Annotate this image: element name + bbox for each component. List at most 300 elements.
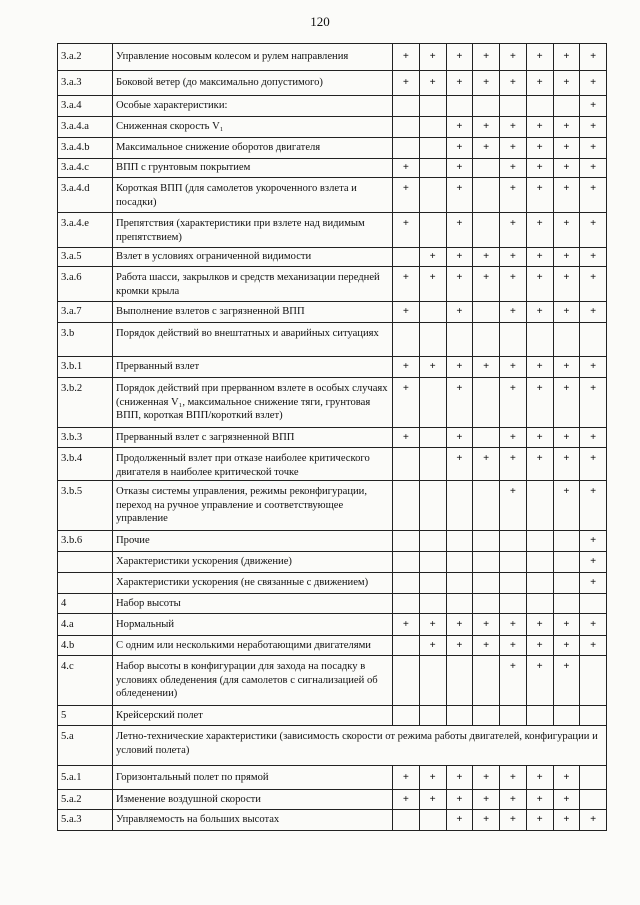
level-mark (526, 96, 553, 117)
row-code: 4.a (58, 614, 113, 636)
level-mark (419, 594, 446, 614)
level-mark: + (580, 44, 607, 71)
row-code: 4 (58, 594, 113, 614)
row-description: Крейсерский полет (113, 706, 393, 726)
level-mark: + (500, 614, 527, 636)
level-mark (473, 96, 500, 117)
row-description: Управление носовым колесом и рулем направления (113, 44, 393, 71)
level-mark: + (446, 357, 473, 378)
row-description: Препятствия (характеристики при взлете над видимым препятствием) (113, 213, 393, 248)
level-mark: + (446, 428, 473, 448)
row-description: Прерванный взлет с загрязненной ВПП (113, 428, 393, 448)
level-mark: + (580, 573, 607, 594)
level-mark (580, 323, 607, 357)
table-row (58, 71, 607, 96)
level-mark: + (446, 267, 473, 302)
table-row (58, 428, 607, 448)
level-mark: + (419, 614, 446, 636)
table-row (58, 96, 607, 117)
row-code: 3.b.1 (58, 357, 113, 378)
level-mark: + (446, 790, 473, 810)
level-mark: + (526, 117, 553, 138)
row-description: Работа шасси, закрылков и средств механизации передней кромки крыла (113, 267, 393, 302)
level-mark: + (553, 159, 580, 178)
level-mark (393, 117, 420, 138)
level-mark (473, 428, 500, 448)
level-mark (393, 594, 420, 614)
level-mark: + (500, 448, 527, 481)
level-mark: + (580, 448, 607, 481)
row-description: Характеристики ускорения (не связанные с движением) (113, 573, 393, 594)
level-mark: + (473, 357, 500, 378)
level-mark: + (553, 117, 580, 138)
level-mark: + (393, 213, 420, 248)
level-mark (526, 594, 553, 614)
row-code: 3.a.4.b (58, 138, 113, 159)
row-code: 3.a.4.c (58, 159, 113, 178)
level-mark: + (526, 138, 553, 159)
level-mark: + (446, 44, 473, 71)
level-mark: + (446, 117, 473, 138)
table-row (58, 357, 607, 378)
level-mark: + (526, 378, 553, 428)
level-mark (553, 594, 580, 614)
table-row (58, 573, 607, 594)
level-mark: + (500, 636, 527, 656)
level-mark: + (393, 267, 420, 302)
level-mark (446, 323, 473, 357)
row-code (58, 552, 113, 573)
level-mark: + (580, 138, 607, 159)
level-mark: + (526, 213, 553, 248)
level-mark: + (446, 378, 473, 428)
level-mark: + (500, 378, 527, 428)
row-description: Набор высоты (113, 594, 393, 614)
table-row (58, 594, 607, 614)
level-mark: + (553, 44, 580, 71)
table-row (58, 790, 607, 810)
level-mark: + (580, 96, 607, 117)
level-mark (393, 323, 420, 357)
level-mark (419, 378, 446, 428)
row-description: Управляемость на больших высотах (113, 810, 393, 831)
level-mark (553, 531, 580, 552)
level-mark: + (526, 790, 553, 810)
level-mark: + (473, 44, 500, 71)
level-mark: + (473, 448, 500, 481)
level-mark: + (473, 766, 500, 790)
row-code: 5.a (58, 726, 113, 766)
level-mark: + (393, 178, 420, 213)
table-row (58, 481, 607, 531)
level-mark (419, 96, 446, 117)
level-mark: + (419, 636, 446, 656)
level-mark: + (473, 614, 500, 636)
level-mark: + (419, 71, 446, 96)
table-row (58, 178, 607, 213)
level-mark: + (500, 44, 527, 71)
level-mark: + (393, 357, 420, 378)
level-mark: + (553, 766, 580, 790)
level-mark: + (580, 481, 607, 531)
level-mark (419, 552, 446, 573)
row-code: 3.a.4.e (58, 213, 113, 248)
table-row (58, 213, 607, 248)
row-description: Прерванный взлет (113, 357, 393, 378)
table-body (58, 44, 607, 831)
level-mark: + (553, 378, 580, 428)
row-code: 3.a.3 (58, 71, 113, 96)
level-mark (419, 159, 446, 178)
table-row (58, 267, 607, 302)
level-mark (526, 706, 553, 726)
row-code: 3.b.4 (58, 448, 113, 481)
row-code: 3.a.7 (58, 302, 113, 323)
level-mark: + (419, 267, 446, 302)
level-mark (446, 706, 473, 726)
level-mark: + (553, 810, 580, 831)
level-mark (526, 552, 553, 573)
level-mark (500, 594, 527, 614)
level-mark: + (419, 766, 446, 790)
level-mark (393, 810, 420, 831)
level-mark (473, 213, 500, 248)
level-mark (553, 96, 580, 117)
level-mark (419, 810, 446, 831)
level-mark: + (393, 614, 420, 636)
level-mark: + (446, 614, 473, 636)
level-mark: + (393, 428, 420, 448)
row-description: Порядок действий при прерванном взлете в особых случаях (сниженная V₁, максимальное снижение тяги, грунтовая ВПП, короткая ВПП/короткий взлет) (113, 378, 393, 428)
level-mark: + (526, 248, 553, 267)
level-mark: + (446, 766, 473, 790)
level-mark: + (553, 357, 580, 378)
table-row (58, 159, 607, 178)
level-mark: + (553, 302, 580, 323)
level-mark: + (473, 117, 500, 138)
row-code: 3.a.6 (58, 267, 113, 302)
level-mark (393, 96, 420, 117)
table-row (58, 117, 607, 138)
table-row (58, 706, 607, 726)
row-code: 3.a.4.a (58, 117, 113, 138)
level-mark: + (526, 267, 553, 302)
level-mark (500, 531, 527, 552)
row-description: Отказы системы управления, режимы реконфигурации, переход на ручное управление и соответствующее управление (113, 481, 393, 531)
table-row (58, 636, 607, 656)
row-code: 3.a.2 (58, 44, 113, 71)
level-mark: + (526, 448, 553, 481)
level-mark: + (553, 267, 580, 302)
level-mark: + (473, 267, 500, 302)
row-code: 3.a.5 (58, 248, 113, 267)
level-mark: + (393, 159, 420, 178)
row-description: Максимальное снижение оборотов двигателя (113, 138, 393, 159)
level-mark (473, 552, 500, 573)
level-mark: + (580, 357, 607, 378)
row-code: 3.b.5 (58, 481, 113, 531)
level-mark (580, 706, 607, 726)
level-mark: + (553, 71, 580, 96)
level-mark: + (526, 636, 553, 656)
level-mark: + (553, 790, 580, 810)
requirements-table (57, 43, 607, 831)
level-mark (473, 159, 500, 178)
level-mark: + (393, 766, 420, 790)
level-mark: + (500, 357, 527, 378)
level-mark: + (553, 138, 580, 159)
level-mark: + (419, 357, 446, 378)
level-mark (553, 573, 580, 594)
row-code: 3.a.4 (58, 96, 113, 117)
level-mark (446, 573, 473, 594)
level-mark: + (580, 267, 607, 302)
row-description: Прочие (113, 531, 393, 552)
level-mark (580, 766, 607, 790)
level-mark: + (580, 71, 607, 96)
level-mark: + (500, 481, 527, 531)
level-mark: + (580, 213, 607, 248)
row-code: 3.b.3 (58, 428, 113, 448)
row-description: Набор высоты в конфигурации для захода на посадку в условиях обледенения (для самолетов с сигнализацией об обледенении) (113, 656, 393, 706)
level-mark: + (500, 790, 527, 810)
level-mark (500, 96, 527, 117)
table-row (58, 323, 607, 357)
row-description: Нормальный (113, 614, 393, 636)
level-mark: + (500, 248, 527, 267)
level-mark: + (580, 810, 607, 831)
level-mark: + (393, 44, 420, 71)
level-mark (446, 531, 473, 552)
level-mark (419, 213, 446, 248)
level-mark (473, 594, 500, 614)
row-code: 5.a.1 (58, 766, 113, 790)
table-row (58, 766, 607, 790)
level-mark (553, 552, 580, 573)
level-mark (446, 594, 473, 614)
level-mark (393, 248, 420, 267)
level-mark (393, 448, 420, 481)
level-mark (393, 552, 420, 573)
level-mark (580, 790, 607, 810)
level-mark: + (580, 159, 607, 178)
level-mark (500, 706, 527, 726)
level-mark: + (446, 636, 473, 656)
table-row (58, 248, 607, 267)
level-mark: + (500, 213, 527, 248)
level-mark: + (446, 71, 473, 96)
level-mark: + (446, 448, 473, 481)
level-mark (419, 117, 446, 138)
level-mark (419, 448, 446, 481)
row-description: С одним или несколькими неработающими двигателями (113, 636, 393, 656)
row-code: 3.b.2 (58, 378, 113, 428)
level-mark: + (473, 636, 500, 656)
level-mark: + (553, 428, 580, 448)
level-mark (446, 96, 473, 117)
row-code: 3.a.4.d (58, 178, 113, 213)
level-mark: + (500, 656, 527, 706)
level-mark: + (473, 790, 500, 810)
level-mark (473, 302, 500, 323)
level-mark (393, 706, 420, 726)
level-mark (393, 636, 420, 656)
level-mark (473, 378, 500, 428)
level-mark: + (580, 117, 607, 138)
level-mark (393, 138, 420, 159)
table-row (58, 448, 607, 481)
level-mark: + (393, 302, 420, 323)
level-mark: + (580, 378, 607, 428)
level-mark (393, 481, 420, 531)
table-row (58, 138, 607, 159)
level-mark: + (526, 302, 553, 323)
row-description: Продолженный взлет при отказе наиболее критического двигателя в наиболее критической точке (113, 448, 393, 481)
level-mark (393, 531, 420, 552)
level-mark (500, 552, 527, 573)
level-mark: + (473, 248, 500, 267)
level-mark (419, 178, 446, 213)
level-mark: + (526, 44, 553, 71)
row-description: Летно-технические характеристики (зависимость скорости от режима работы двигателей, конфигурации и условий полета) (113, 726, 607, 766)
row-description: ВПП с грунтовым покрытием (113, 159, 393, 178)
level-mark (446, 552, 473, 573)
level-mark (419, 302, 446, 323)
level-mark (419, 706, 446, 726)
level-mark: + (526, 810, 553, 831)
level-mark (526, 531, 553, 552)
level-mark: + (500, 267, 527, 302)
level-mark: + (393, 790, 420, 810)
level-mark: + (446, 213, 473, 248)
level-mark (473, 531, 500, 552)
level-mark (419, 428, 446, 448)
level-mark (526, 323, 553, 357)
level-mark: + (419, 248, 446, 267)
level-mark: + (580, 178, 607, 213)
row-description: Горизонтальный полет по прямой (113, 766, 393, 790)
level-mark (526, 573, 553, 594)
table-row (58, 656, 607, 706)
level-mark: + (500, 117, 527, 138)
level-mark (526, 481, 553, 531)
level-mark (419, 323, 446, 357)
level-mark: + (553, 481, 580, 531)
level-mark (473, 706, 500, 726)
row-description: Взлет в условиях ограниченной видимости (113, 248, 393, 267)
level-mark (419, 481, 446, 531)
level-mark: + (500, 138, 527, 159)
table-row (58, 552, 607, 573)
level-mark: + (500, 302, 527, 323)
level-mark: + (526, 428, 553, 448)
table-row (58, 378, 607, 428)
level-mark: + (553, 636, 580, 656)
level-mark (473, 573, 500, 594)
level-mark: + (553, 213, 580, 248)
level-mark (473, 178, 500, 213)
level-mark: + (580, 428, 607, 448)
level-mark: + (446, 810, 473, 831)
table-row (58, 810, 607, 831)
level-mark (419, 531, 446, 552)
level-mark (473, 481, 500, 531)
table-row (58, 726, 607, 766)
level-mark (500, 573, 527, 594)
level-mark: + (553, 656, 580, 706)
level-mark: + (526, 656, 553, 706)
row-code (58, 573, 113, 594)
row-code: 5.a.2 (58, 790, 113, 810)
level-mark: + (446, 248, 473, 267)
level-mark: + (526, 71, 553, 96)
level-mark: + (526, 178, 553, 213)
table-row (58, 531, 607, 552)
level-mark: + (393, 378, 420, 428)
level-mark: + (526, 614, 553, 636)
row-code: 4.b (58, 636, 113, 656)
row-code: 3.b.6 (58, 531, 113, 552)
level-mark: + (446, 138, 473, 159)
level-mark: + (446, 302, 473, 323)
table-row (58, 614, 607, 636)
row-description: Характеристики ускорения (движение) (113, 552, 393, 573)
level-mark: + (553, 448, 580, 481)
level-mark: + (580, 636, 607, 656)
row-description: Порядок действий во внештатных и аварийных ситуациях (113, 323, 393, 357)
level-mark: + (500, 178, 527, 213)
level-mark (473, 323, 500, 357)
table-row (58, 302, 607, 323)
level-mark (419, 573, 446, 594)
level-mark: + (553, 614, 580, 636)
level-mark: + (526, 766, 553, 790)
level-mark: + (500, 71, 527, 96)
row-code: 4.c (58, 656, 113, 706)
row-description: Сниженная скорость V₁ (113, 117, 393, 138)
row-description: Изменение воздушной скорости (113, 790, 393, 810)
page-number: 120 (310, 14, 330, 29)
level-mark (419, 656, 446, 706)
level-mark: + (500, 159, 527, 178)
level-mark: + (393, 71, 420, 96)
level-mark: + (473, 810, 500, 831)
level-mark: + (500, 810, 527, 831)
level-mark: + (419, 44, 446, 71)
level-mark (393, 573, 420, 594)
row-description: Боковой ветер (до максимально допустимого) (113, 71, 393, 96)
level-mark: + (553, 178, 580, 213)
level-mark: + (526, 357, 553, 378)
row-description: Выполнение взлетов с загрязненной ВПП (113, 302, 393, 323)
level-mark: + (580, 531, 607, 552)
level-mark (553, 323, 580, 357)
level-mark: + (473, 71, 500, 96)
level-mark (473, 656, 500, 706)
level-mark: + (580, 248, 607, 267)
level-mark (580, 594, 607, 614)
level-mark: + (526, 159, 553, 178)
level-mark (419, 138, 446, 159)
level-mark (446, 656, 473, 706)
level-mark (580, 656, 607, 706)
level-mark: + (500, 428, 527, 448)
level-mark: + (580, 552, 607, 573)
level-mark: + (500, 766, 527, 790)
row-description: Короткая ВПП (для самолетов укороченного взлета и посадки) (113, 178, 393, 213)
level-mark: + (553, 248, 580, 267)
level-mark: + (580, 614, 607, 636)
